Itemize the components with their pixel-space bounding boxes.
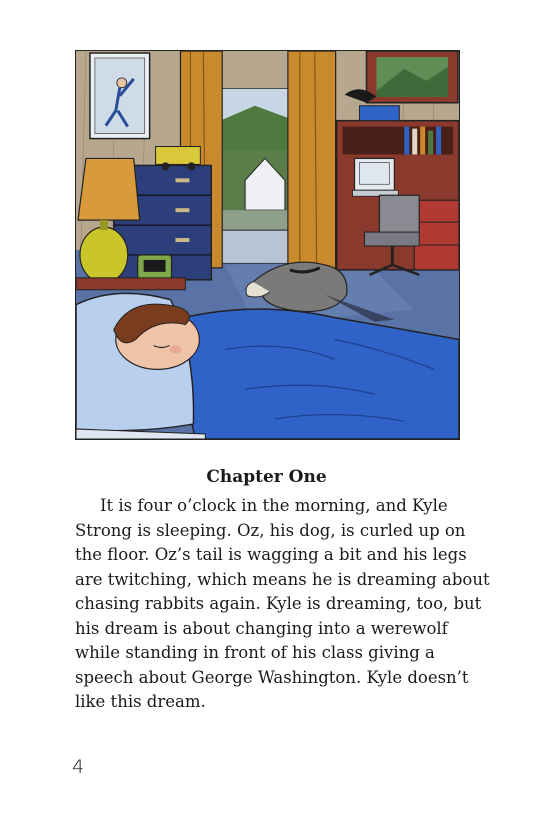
paragraph-line: the floor. Oz’s tail is wagging a bit and his legs xyxy=(75,545,467,564)
chapter-title: Chapter One xyxy=(206,467,327,487)
chapter-paragraph xyxy=(75,494,490,715)
paragraph-line: while standing in front of his class giving a xyxy=(75,643,435,662)
paragraph-line: like this dream. xyxy=(75,692,206,711)
page-number: 4 xyxy=(72,756,85,778)
lamp-base xyxy=(80,227,128,283)
paragraph-line: chasing rabbits again. Kyle is dreaming, too, but xyxy=(75,594,482,613)
paragraph-line: Strong is sleeping. Oz, his dog, is curled up on xyxy=(75,520,466,540)
paragraph-line: speech about George Washington. Kyle doesn’t xyxy=(75,667,469,687)
toy-truck xyxy=(156,147,201,165)
sleeping-boy xyxy=(114,304,200,369)
chapter-illustration xyxy=(75,50,460,440)
right-curtain xyxy=(288,51,336,275)
lamp-shade xyxy=(78,158,140,220)
paragraph-line: his dream is about changing into a werewolf xyxy=(75,618,448,638)
paragraph-line: are twitching, which means he is dreaming about xyxy=(75,569,490,589)
paragraph-line: It is four o’clock in the morning, and Kyle xyxy=(100,496,448,515)
desk-chair xyxy=(379,195,419,233)
bedroom-scene xyxy=(76,51,459,439)
